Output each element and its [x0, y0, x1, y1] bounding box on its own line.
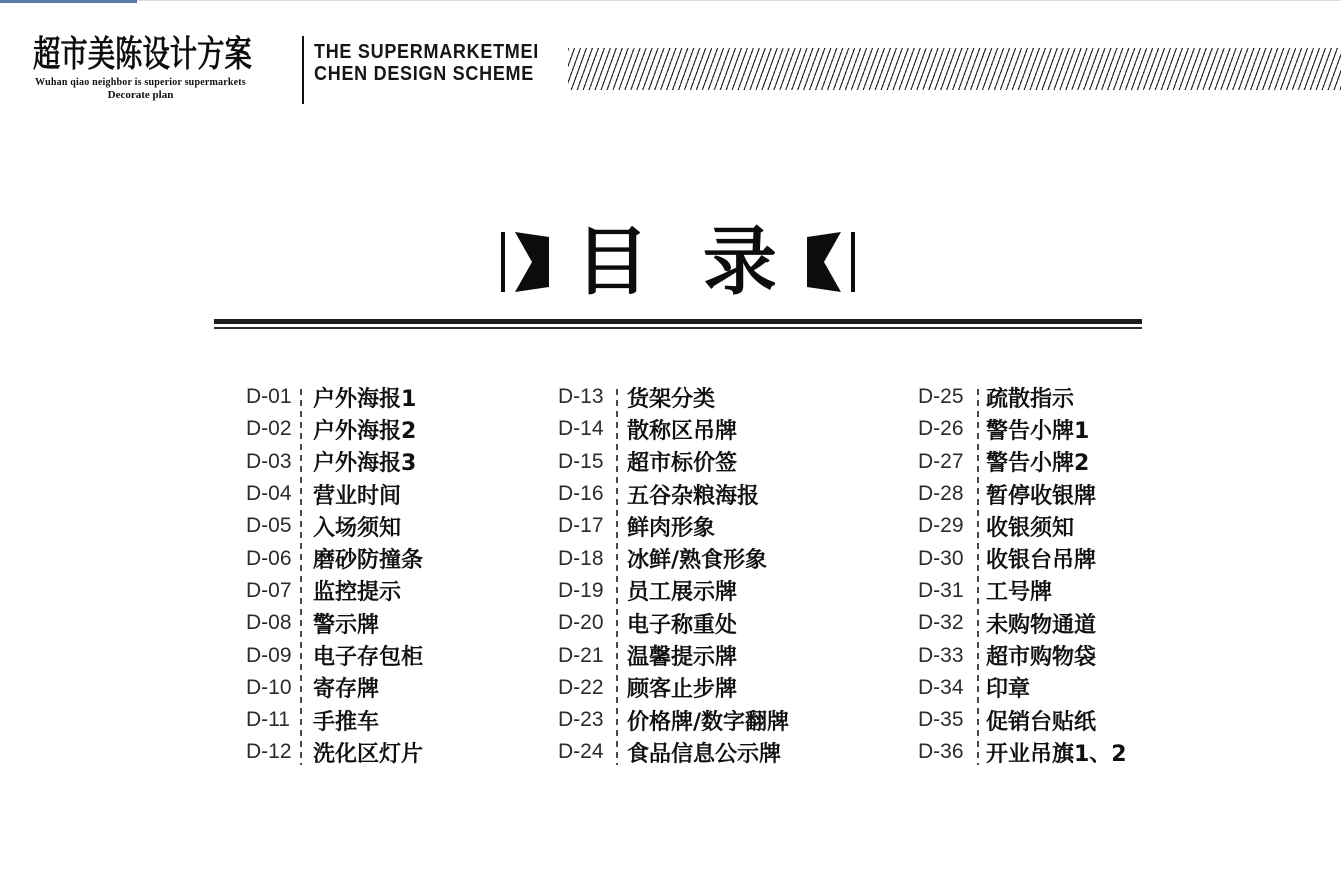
toc-item-label: 电子存包柜 — [313, 645, 424, 671]
toc-item-code: D-02 — [246, 417, 292, 441]
toc-item — [558, 478, 789, 510]
toc-item — [558, 672, 789, 704]
toc-item — [558, 446, 789, 478]
toc-item — [918, 639, 1127, 671]
toc-item-label: 印章 — [986, 677, 1031, 703]
title-rule-thin — [214, 327, 1142, 329]
toc-column-1 — [246, 381, 423, 771]
toc-item-label: 户外海报1 — [313, 386, 417, 412]
toc-item-label: 工号牌 — [986, 580, 1053, 606]
toc-item — [918, 672, 1127, 704]
toc-item-code: D-23 — [558, 708, 604, 732]
toc-item-code: D-06 — [246, 546, 292, 570]
toc-item-code: D-09 — [246, 643, 292, 667]
toc-item — [918, 478, 1127, 510]
toc-item-code: D-26 — [918, 417, 964, 441]
toc-item-label: 价格牌/数字翻牌 — [627, 709, 790, 735]
toc-item — [918, 510, 1127, 542]
title-rule-thick — [214, 319, 1142, 324]
toc-item — [246, 575, 423, 607]
toc-item — [558, 413, 789, 445]
toc-item — [558, 704, 789, 736]
toc-item — [918, 736, 1127, 768]
toc-column-2 — [558, 381, 789, 771]
english-subtitle-line1: Wuhan qiao neighbor is superior supermarkets — [35, 76, 246, 88]
toc-title: 目 录 — [575, 219, 791, 305]
chinese-title: 超市美陈设计方案 — [33, 34, 252, 74]
toc-item-label: 疏散指示 — [986, 386, 1075, 412]
toc-item — [246, 510, 423, 542]
toc-item-label: 暂停收银牌 — [986, 483, 1097, 509]
toc-item-label: 货架分类 — [627, 386, 716, 412]
toc-item-code: D-19 — [558, 578, 604, 602]
header-divider-line — [302, 36, 304, 104]
top-accent-bar — [0, 0, 137, 3]
toc-item-label: 开业吊旗1、2 — [986, 741, 1127, 767]
toc-item-label: 超市购物袋 — [986, 645, 1097, 671]
toc-item — [558, 510, 789, 542]
toc-item — [246, 639, 423, 671]
toc-item-code: D-08 — [246, 611, 292, 635]
toc-item-code: D-16 — [558, 482, 604, 506]
toc-item — [246, 478, 423, 510]
toc-item — [918, 446, 1127, 478]
toc-item — [246, 542, 423, 574]
toc-item-code: D-17 — [558, 514, 604, 538]
toc-item — [246, 446, 423, 478]
toc-item-code: D-05 — [246, 514, 292, 538]
toc-item-label: 警示牌 — [313, 612, 380, 638]
toc-item-label: 冰鲜/熟食形象 — [627, 548, 768, 574]
toc-item-code: D-18 — [558, 546, 604, 570]
toc-column-3 — [918, 381, 1127, 771]
toc-item-label: 员工展示牌 — [627, 580, 738, 606]
english-title-line2: CHEN DESIGN SCHEME — [314, 63, 534, 86]
toc-item-label: 顾客止步牌 — [627, 677, 738, 703]
toc-item-label: 未购物通道 — [986, 612, 1097, 638]
toc-item-code: D-28 — [918, 482, 964, 506]
toc-item-code: D-25 — [918, 385, 964, 409]
toc-item — [918, 381, 1127, 413]
toc-item — [246, 607, 423, 639]
toc-item-code: D-22 — [558, 675, 604, 699]
toc-item-code: D-24 — [558, 740, 604, 764]
toc-item-code: D-21 — [558, 643, 604, 667]
toc-item-code: D-35 — [918, 708, 964, 732]
toc-item-code: D-12 — [246, 740, 292, 764]
top-hairline — [0, 0, 1341, 1]
toc-item — [246, 413, 423, 445]
toc-item — [246, 704, 423, 736]
toc-item — [918, 704, 1127, 736]
toc-item-label: 户外海报3 — [313, 451, 417, 477]
toc-item — [918, 413, 1127, 445]
toc-item-label: 监控提示 — [313, 580, 402, 606]
toc-item — [918, 542, 1127, 574]
toc-item-label: 洗化区灯片 — [313, 741, 424, 767]
toc-item-label: 入场须知 — [313, 515, 402, 541]
toc-item-label: 寄存牌 — [313, 677, 380, 703]
header-english-title — [314, 41, 564, 86]
toc-item-code: D-07 — [246, 578, 292, 602]
toc-item-code: D-31 — [918, 578, 964, 602]
toc-item — [558, 381, 789, 413]
toc-item-label: 户外海报2 — [313, 418, 417, 444]
english-title-line1: THE SUPERMARKETMEI — [314, 41, 539, 63]
toc-item-code: D-36 — [918, 740, 964, 764]
toc-item-code: D-20 — [558, 611, 604, 635]
toc-item-code: D-32 — [918, 611, 964, 635]
toc-item — [918, 575, 1127, 607]
toc-item-code: D-30 — [918, 546, 964, 570]
toc-item-code: D-04 — [246, 482, 292, 506]
toc-item-code: D-33 — [918, 643, 964, 667]
toc-item-label: 电子称重处 — [627, 612, 738, 638]
toc-item-label: 五谷杂粮海报 — [627, 483, 760, 509]
toc-item — [246, 381, 423, 413]
header-left-block — [33, 36, 253, 101]
diagonal-hatch-band — [568, 48, 1341, 90]
left-bracket-ornament — [499, 232, 549, 292]
toc-item-code: D-29 — [918, 514, 964, 538]
english-subtitle-line2: Decorate plan — [107, 88, 174, 101]
toc-item-label: 促销台贴纸 — [986, 709, 1097, 735]
toc-item-code: D-10 — [246, 675, 292, 699]
toc-item-label: 营业时间 — [313, 483, 402, 509]
toc-item-label: 温馨提示牌 — [627, 645, 738, 671]
toc-item — [558, 575, 789, 607]
toc-item-code: D-01 — [246, 385, 292, 409]
toc-item-code: D-11 — [246, 708, 290, 732]
toc-item-label: 手推车 — [313, 709, 380, 735]
toc-item-label: 食品信息公示牌 — [627, 741, 782, 767]
toc-item-label: 收银台吊牌 — [986, 548, 1097, 574]
toc-item-code: D-34 — [918, 675, 964, 699]
toc-item-code: D-27 — [918, 449, 964, 473]
toc-item — [558, 736, 789, 768]
toc-item-code: D-14 — [558, 417, 604, 441]
toc-item-label: 散称区吊牌 — [627, 418, 738, 444]
toc-item — [246, 672, 423, 704]
toc-item-code: D-15 — [558, 449, 604, 473]
toc-item-label: 鲜肉形象 — [627, 515, 716, 541]
toc-item — [558, 639, 789, 671]
toc-item-label: 收银须知 — [986, 515, 1075, 541]
toc-item — [918, 607, 1127, 639]
right-bracket-ornament — [807, 232, 857, 292]
toc-item-code: D-13 — [558, 385, 604, 409]
toc-item-label: 磨砂防撞条 — [313, 548, 424, 574]
toc-item-label: 警告小牌1 — [986, 418, 1090, 444]
toc-item — [558, 607, 789, 639]
toc-item — [246, 736, 423, 768]
toc-title-block — [214, 218, 1142, 306]
toc-item-label: 超市标价签 — [627, 451, 738, 477]
toc-item-code: D-03 — [246, 449, 292, 473]
toc-item — [558, 542, 789, 574]
toc-item-label: 警告小牌2 — [986, 451, 1090, 477]
